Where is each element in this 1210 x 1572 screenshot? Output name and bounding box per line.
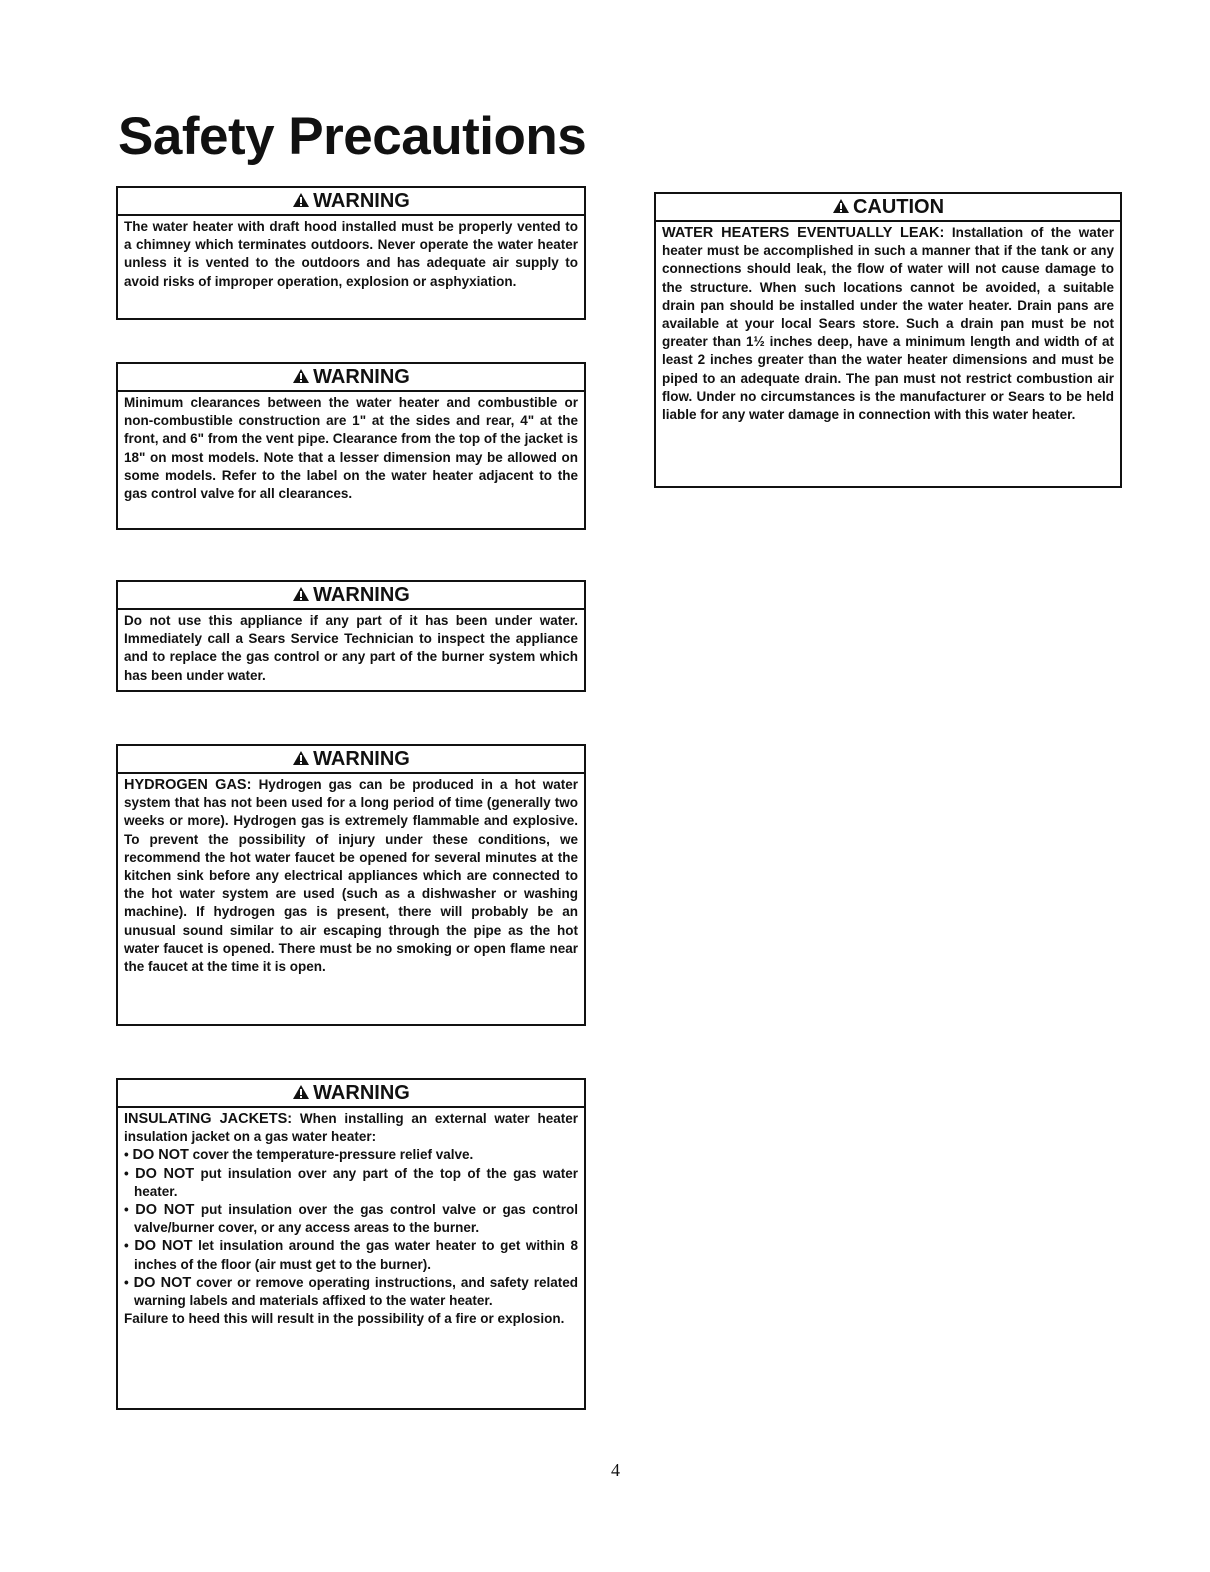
list-item-text: put insulation over the gas control valve or gas control valve/burner cover, or any access areas to the burner. bbox=[134, 1202, 578, 1236]
warning-triangle-icon bbox=[292, 192, 310, 208]
warning-body bbox=[124, 218, 578, 291]
warning-triangle-icon bbox=[292, 1084, 310, 1100]
list-item-text: cover or remove operating instructions, and safety related warning labels and materials affixed to the water heater. bbox=[134, 1274, 578, 1309]
warning-heading: WARNING bbox=[313, 366, 410, 388]
caution-heading: CAUTION bbox=[852, 196, 945, 218]
warning-header bbox=[118, 746, 584, 774]
warning-text: Do not use this appliance if any part of it has been under water. Immediately call a Sears Service Technician to inspect the appliance and to replace the gas control or any part of the burner system which has been under water. bbox=[124, 613, 578, 683]
warning-triangle-icon bbox=[292, 368, 310, 384]
do-not-label: DO NOT bbox=[133, 1274, 192, 1291]
list-item: • DO NOT cover the temperature-pressure relief valve. bbox=[124, 1147, 474, 1164]
caution-header bbox=[656, 194, 1120, 222]
do-not-label: DO NOT bbox=[135, 1202, 195, 1219]
list-item: • DO NOT cover or remove operating instructions, and safety related warning labels and materials affixed to the water heater. bbox=[124, 1274, 578, 1309]
warning-header bbox=[118, 582, 584, 610]
warning-lead: INSULATING JACKETS: bbox=[124, 1111, 293, 1127]
warning-lead: HYDROGEN GAS: bbox=[124, 777, 252, 793]
warning-intro: When installing an external water heater insulation jacket on a gas water heater: bbox=[124, 1111, 578, 1145]
warning-body bbox=[124, 776, 578, 976]
list-item-text: put insulation over any part of the top of the gas water heater. bbox=[134, 1165, 578, 1199]
warning-header bbox=[118, 364, 584, 392]
list-item-text: cover the temperature-pressure relief valve. bbox=[192, 1147, 474, 1163]
warning-box-flood bbox=[116, 580, 586, 692]
warning-heading: WARNING bbox=[313, 584, 410, 606]
caution-box-leak bbox=[654, 192, 1122, 488]
warning-text: The water heater with draft hood installed must be properly vented to a chimney which terminates outdoors. Never operate the water heater unless it is vented to the outdoors and has adequate air supply to avoid risks of improper operation, explosion or asphyxiation. bbox=[124, 219, 578, 289]
warning-body bbox=[124, 394, 578, 503]
caution-body bbox=[662, 224, 1114, 424]
warning-box-venting bbox=[116, 186, 586, 320]
list-item: • DO NOT let insulation around the gas water heater to get within 8 inches of the floor (air must get to the burner). bbox=[124, 1238, 578, 1272]
warning-text: Hydrogen gas can be produced in a hot water system that has not been used for a long period of time (generally two weeks or more). Hydrogen gas is extremely flammable and explosive. To prevent the possibility of injury under these conditions, we recommend the hot water faucet be opened for several minutes at the kitchen sink before any electrical appliances which are connected to the hot water system are used (such as a dishwasher or washing machine). If hydrogen gas is present, there will probably be an unusual sound similar to air escaping through the pipe as the hot water faucet is opened. There must be no smoking or open flame near the faucet at the time it is open. bbox=[124, 777, 578, 975]
warning-triangle-icon bbox=[292, 750, 310, 766]
warning-box-hydrogen bbox=[116, 744, 586, 1026]
warning-heading: WARNING bbox=[313, 190, 410, 212]
warning-closing: Failure to heed this will result in the possibility of a fire or explosion. bbox=[124, 1311, 565, 1327]
warning-heading: WARNING bbox=[313, 1082, 410, 1104]
caution-lead: WATER HEATERS EVENTUALLY LEAK: bbox=[662, 225, 945, 241]
warning-text: Minimum clearances between the water heater and combustible or non-combustible construction are 1" at the sides and rear, 4" at the front, and 6" from the vent pipe. Clearance from the top of the jacket is 18" on most models. Note that a lesser dimension may be allowed on some models. Refer to the label on the water heater adjacent to the gas control valve for all clearances. bbox=[124, 395, 578, 502]
warning-triangle-icon bbox=[292, 586, 310, 602]
warning-header bbox=[118, 188, 584, 216]
caution-text: Installation of the water heater must be accomplished in such a manner that if the tank or any connections should leak, the flow of water will not cause damage to the structure. When such locations cannot be avoided, a suitable drain pan should be installed under the water heater. Drain pans are available at your local Sears store. Such a drain pan must be not greater than 1½ inches deep, have a minimum length and width of at least 2 inches greater than the water heater dimensions and must be piped to an adequate drain. The pan must not restrict combustion air flow. Under no circumstances is the manufacturer or Sears to be held liable for any water damage in connection with this water heater. bbox=[662, 225, 1114, 423]
warning-header bbox=[118, 1080, 584, 1108]
page-title: Safety Precautions bbox=[118, 107, 587, 166]
do-not-label: DO NOT bbox=[132, 1147, 189, 1164]
list-item: • DO NOT put insulation over the gas control valve or gas control valve/burner cover, or any access areas to the burner. bbox=[124, 1202, 578, 1236]
warning-body bbox=[124, 612, 578, 685]
warning-body bbox=[124, 1110, 578, 1328]
page-number: 4 bbox=[611, 1460, 620, 1480]
warning-box-clearances bbox=[116, 362, 586, 530]
do-not-label: DO NOT bbox=[134, 1238, 193, 1255]
list-item: • DO NOT put insulation over any part of the top of the gas water heater. bbox=[124, 1165, 578, 1199]
list-item-text: let insulation around the gas water heater to get within 8 inches of the floor (air must get to the burner). bbox=[134, 1238, 578, 1272]
warning-heading: WARNING bbox=[313, 748, 410, 770]
warning-triangle-icon bbox=[832, 198, 850, 214]
warning-box-insulating-jackets bbox=[116, 1078, 586, 1410]
do-not-label: DO NOT bbox=[135, 1165, 195, 1182]
